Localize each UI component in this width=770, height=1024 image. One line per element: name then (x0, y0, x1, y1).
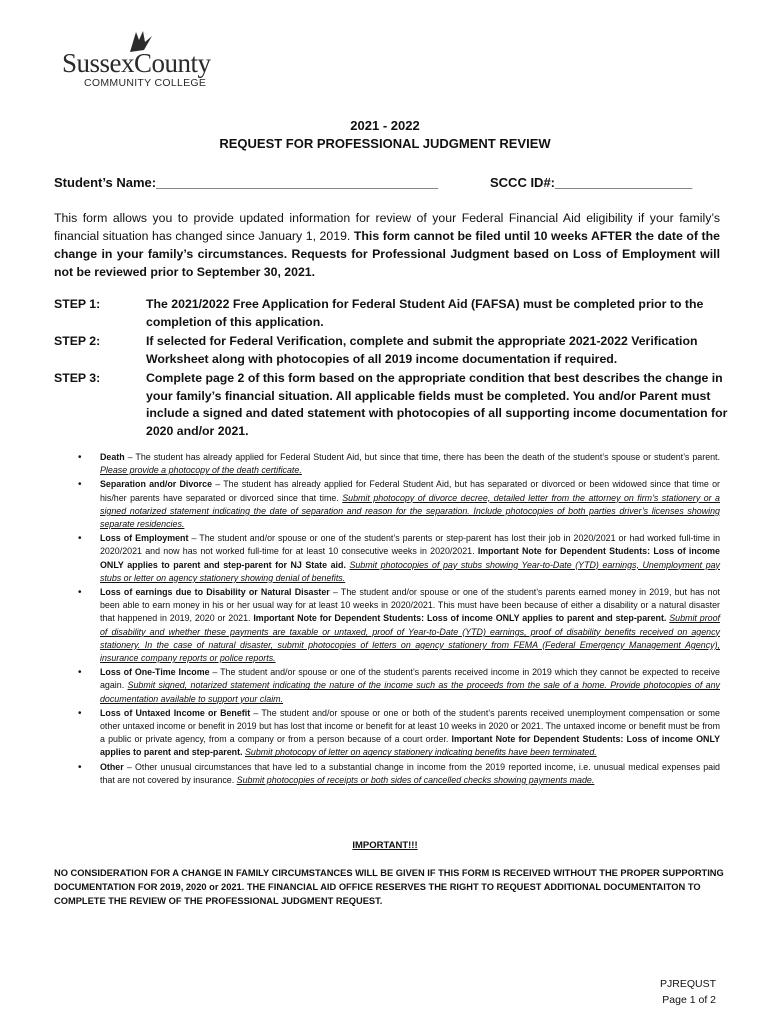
bullet-icon: • (78, 452, 82, 463)
bullet-icon: • (78, 707, 82, 719)
list-item (54, 586, 720, 665)
list-item (54, 666, 720, 706)
page-title: REQUEST FOR PROFESSIONAL JUDGMENT REVIEW (219, 136, 551, 151)
condition-important-note: Important Note for Dependent Students: Loss of income ONLY applies to parent and step-parent for NJ State aid. (100, 546, 720, 570)
step-label: STEP 3: (54, 371, 101, 385)
condition-heading: Loss of Untaxed Income or Benefit (100, 707, 251, 718)
bullet-icon: • (78, 533, 82, 545)
condition-text: – The student has already applied for Federal Student Aid, but has separated or divorced or been widowed since that time or his/her parents have separated or divorced since that time. (100, 479, 720, 503)
step-text: If selected for Federal Verification, complete and submit the appropriate 2021-2022 Verification Worksheet along with photocopies of all 2019 income documentation if required. (146, 334, 698, 366)
list-item (54, 451, 720, 477)
college-logo (62, 30, 232, 94)
condition-text: – The student and/or spouse or one of the student’s parents or step-parent has lost their job in 2020/2021 or had worked full-time in 2020/2021 and now has not worked full-time for at least 10 consecutive weeks in 2020/2021. (100, 533, 720, 557)
condition-heading: Separation and/or Divorce (100, 479, 212, 490)
condition-important-note: Important Note for Dependent Students: Loss of income ONLY applies to parent and step-parent. (100, 734, 720, 758)
intro-paragraph (54, 209, 720, 281)
page-number: Page 1 of 2 (662, 994, 716, 1006)
condition-heading: Other (100, 761, 124, 772)
steps-list (54, 296, 734, 442)
bullet-icon: • (78, 761, 82, 773)
important-notice: NO CONSIDERATION FOR A CHANGE IN FAMILY CIRCUMSTANCES WILL BE GIVEN IF THIS FORM IS RECEIVED WITHOUT THE PROPER SUPPORTING DOCUMENTATION FOR 2019, 2020 or 2021. THE FINANCIAL AID OFFICE RESERVES THE RIGHT TO REQUEST ADDITIONAL DOCUMENTAITON TO COMPLETE THE REVIEW OF THE PROFESSIONAL JUDGMENT REQUEST. (54, 868, 724, 906)
logo-name: SussexCounty (62, 48, 211, 78)
condition-heading: Loss of earnings due to Disability or Natural Disaster (100, 587, 330, 598)
condition-heading: Death (100, 452, 125, 462)
step-label: STEP 1: (54, 297, 101, 311)
student-fields (54, 175, 693, 190)
step-text: Complete page 2 of this form based on the appropriate condition that best describes the change in your family’s financial situation. All applicable fields must be completed. You and/or Parent must include a signed and dated statement with photocopies of all supporting income documentation for 2020 and/or 2021. (146, 371, 728, 438)
intro-bold-text: This form cannot be filed until 10 weeks AFTER the date of the change in your family’s circumstances. Requests for Professional Judgment based on Loss of Employment will not be reviewed prior to September 30, 2021. (54, 229, 720, 279)
condition-instructions: Submit photocopies of receipts or both sides of cancelled checks showing payments made. (236, 774, 595, 785)
step-label: STEP 2: (54, 334, 101, 348)
condition-text: – The student and/or spouse or one or both of the student’s parents received unemployment compensation or some other untaxed income or benefit in 2019 but has lost that income or benefit for at least 10 weeks in 2020 or 2021. The untaxed income or benefit must be from a public or private agency, from a company or from a person because of a court order. (100, 707, 720, 745)
step-item (54, 333, 734, 368)
student-name-field[interactable]: Student’s Name:_______________________________________ (54, 175, 439, 190)
academic-year: 2021 - 2022 (350, 118, 420, 133)
bullet-icon: • (78, 479, 82, 491)
bullet-icon: • (78, 587, 82, 599)
important-heading: IMPORTANT!!! (352, 840, 418, 851)
condition-instructions: Please provide a photocopy of the death certificate. (100, 465, 302, 476)
condition-text: – The student and/or spouse or one of the student’s parents earned money in 2019, but has not been able to earn money in his or her usual way for at least 10 weeks in 2020/2021. This must have been because of either a disability or a natural disaster that happened in 2019, 2020 or 2021. (100, 587, 721, 624)
condition-instructions: Submit photocopies of pay stubs showing Year-to-Date (YTD) earnings, Unemployment pay stubs or letter on agency stationery showing denial of benefits. (100, 559, 720, 583)
list-item (54, 532, 720, 585)
list-item (54, 761, 720, 787)
condition-instructions: Submit signed, notarized statement indicating the nature of the income such as the proceeds from the sale of a home. Provide photocopies of any documentation available to support your claim. (100, 680, 720, 704)
form-code: PJREQUST (659, 978, 716, 990)
condition-instructions: Submit photocopy of divorce decree, detailed letter from the attorney on firm’s stationery or a signed notarized statement indicating the date of separation and reason for the separation. Include photocopies of both parties driver’s licenses showing separate residencies. (100, 492, 720, 530)
condition-heading: Loss of Employment (100, 533, 189, 544)
bullet-icon: • (78, 667, 82, 679)
condition-text: – The student and/or spouse or one of the student’s parents received income in 2019 which they cannot be expected to receive again. (100, 667, 720, 691)
list-item (54, 478, 720, 531)
page-footer (660, 976, 716, 1008)
logo-subtitle: COMMUNITY COLLEGE (84, 77, 207, 89)
conditions-list (54, 451, 720, 788)
intro-text: This form allows you to provide updated information for review of your Federal Financial Aid eligibility if your family’s financial situation has changed since January 1, 2019. (54, 211, 720, 243)
condition-instructions: Submit proof of disability and whether these payments are taxable or untaxed, proof of Year-to-Date (YTD) earnings, proof of disability benefits received on agency stationery. In the case of natural disaster, submit photocopies of letters on agency stationery from FEMA (Federal Emergency Management Agency), insurance company reports or police reports. (100, 613, 720, 664)
step-text: The 2021/2022 Free Application for Federal Student Aid (FAFSA) must be completed prior to the completion of this application. (146, 297, 704, 329)
condition-important-note: Important Note for Dependent Students: Loss of income ONLY applies to parent and step-parent. (253, 613, 670, 624)
condition-text: – The student has already applied for Federal Student Aid, but since that time, there has been the death of the student’s spouse or student’s parent. (124, 452, 720, 462)
sccc-id-field[interactable]: SCCC ID#:___________________ (490, 175, 693, 190)
condition-text: – Other unusual circumstances that have led to a substantial change in income from the 2019 reported income, i.e. unusual medical expenses paid that are not covered by insurance. (100, 761, 720, 785)
step-item (54, 370, 734, 440)
condition-heading: Loss of One-Time Income (100, 667, 210, 678)
condition-instructions: Submit photocopy of letter on agency stationery indicating benefits have been terminated. (244, 747, 597, 758)
list-item (54, 707, 720, 760)
step-item (54, 296, 734, 331)
